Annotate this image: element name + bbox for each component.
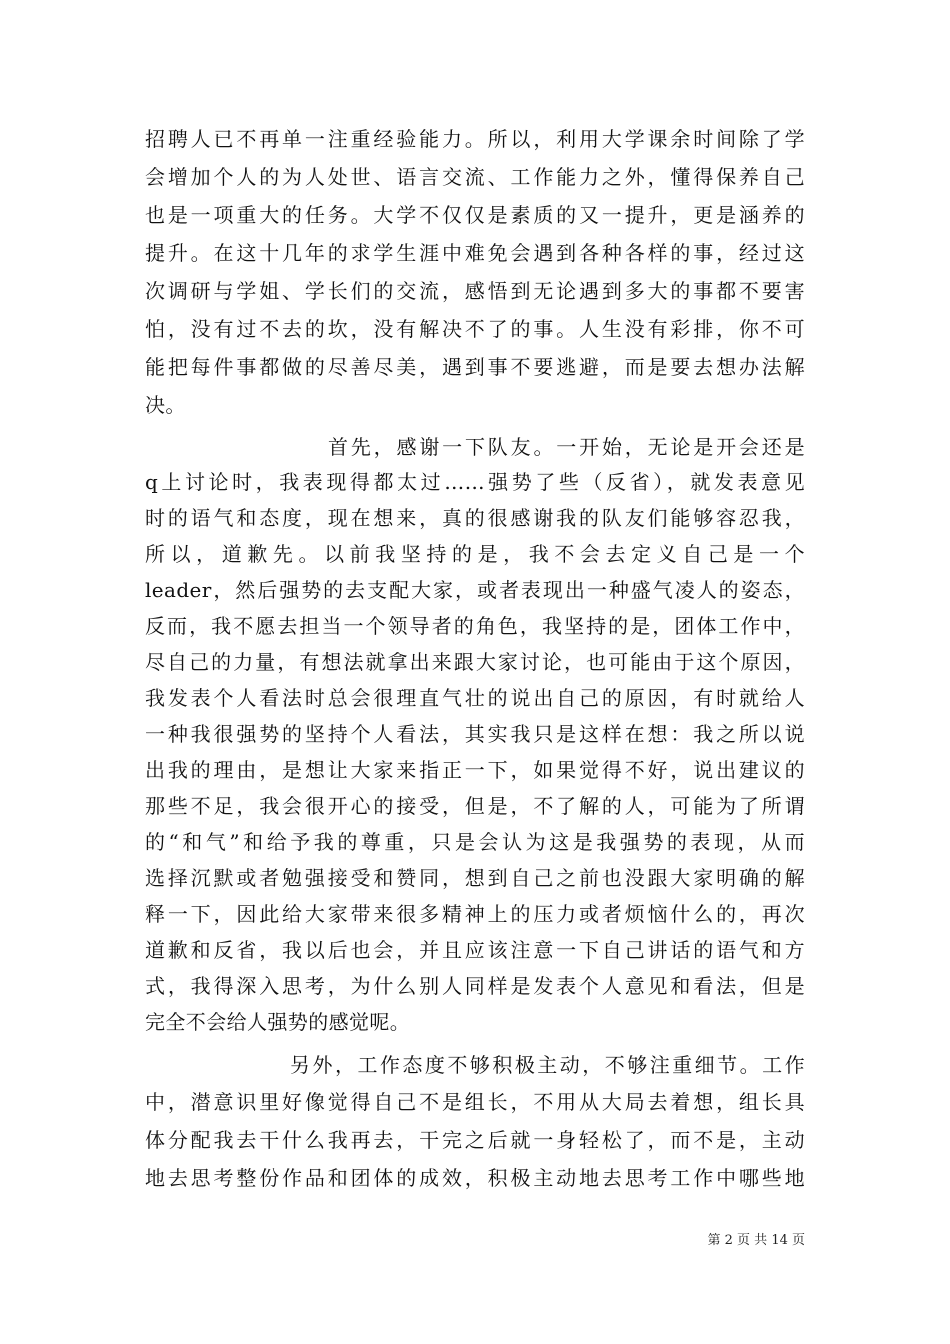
text-line: 也是一项重大的任务。大学不仅仅是素质的又一提升，更是涵养的 (145, 203, 805, 227)
text-line: 地去思考整份作品和团体的成效，积极主动地去思考工作中哪些地 (145, 1166, 805, 1190)
text-line: 式，我得深入思考，为什么别人同样是发表个人意见和看法，但是 (145, 974, 805, 998)
text-line: 那些不足，我会很开心的接受，但是，不了解的人，可能为了所谓 (145, 794, 805, 818)
text-line: 我发表个人看法时总会很理直气壮的说出自己的原因，有时就给人 (145, 686, 805, 710)
text-line: 时的语气和态度，现在想来，真的很感谢我的队友们能够容忍我， (145, 506, 805, 530)
text-line: 出我的理由，是想让大家来指正一下，如果觉得不好，说出建议的 (145, 758, 805, 782)
text-line: 道歉和反省，我以后也会，并且应该注意一下自己讲话的语气和方 (145, 938, 805, 962)
page-number: 第 2 页 共 14 页 (707, 1233, 805, 1248)
text-line: 的“和气”和给予我的尊重，只是会认为这是我强势的表现，从而 (145, 830, 805, 854)
text-line: 所以，道歉先。以前我坚持的是，我不会去定义自己是一个 (145, 542, 805, 566)
text-line: 反而，我不愿去担当一个领导者的角色，我坚持的是，团体工作中， (145, 614, 805, 638)
text-line: 怕，没有过不去的坎，没有解决不了的事。人生没有彩排，你不可 (145, 317, 805, 341)
text-line: 提升。在这十几年的求学生涯中难免会遇到各种各样的事，经过这 (145, 241, 805, 265)
text-line: 一种我很强势的坚持个人看法，其实我只是这样在想：我之所以说 (145, 722, 805, 746)
text-line: 能把每件事都做的尽善尽美，遇到事不要逃避，而是要去想办法解 (145, 355, 805, 379)
text-line: 尽自己的力量，有想法就拿出来跟大家讨论，也可能由于这个原因， (145, 650, 805, 674)
text-line: 释一下，因此给大家带来很多精神上的压力或者烦恼什么的，再次 (145, 902, 805, 926)
text-line: 首先，感谢一下队友。一开始，无论是开会还是 (328, 435, 805, 459)
text-line: 中，潜意识里好像觉得自己不是组长，不用从大局去着想，组长具 (145, 1090, 805, 1114)
text-line: 决。 (145, 393, 186, 417)
text-line: 招聘人已不再单一注重经验能力。所以，利用大学课余时间除了学 (145, 127, 805, 151)
text-line: 会增加个人的为人处世、语言交流、工作能力之外，懂得保养自己 (145, 165, 805, 189)
text-line: 另外，工作态度不够积极主动，不够注重细节。工作 (290, 1053, 805, 1077)
text-line: 次调研与学姐、学长们的交流，感悟到无论遇到多大的事都不要害 (145, 279, 805, 303)
text-line: 选择沉默或者勉强接受和赞同，想到自己之前也没跟大家明确的解 (145, 866, 805, 890)
text-line: leader，然后强势的去支配大家，或者表现出一种盛气凌人的姿态， (145, 578, 805, 602)
text-line: q上讨论时，我表现得都太过……强势了些（反省），就发表意见 (145, 470, 805, 494)
text-line: 体分配我去干什么我再去，干完之后就一身轻松了，而不是，主动 (145, 1128, 805, 1152)
text-line: 完全不会给人强势的感觉呢。 (145, 1010, 411, 1034)
